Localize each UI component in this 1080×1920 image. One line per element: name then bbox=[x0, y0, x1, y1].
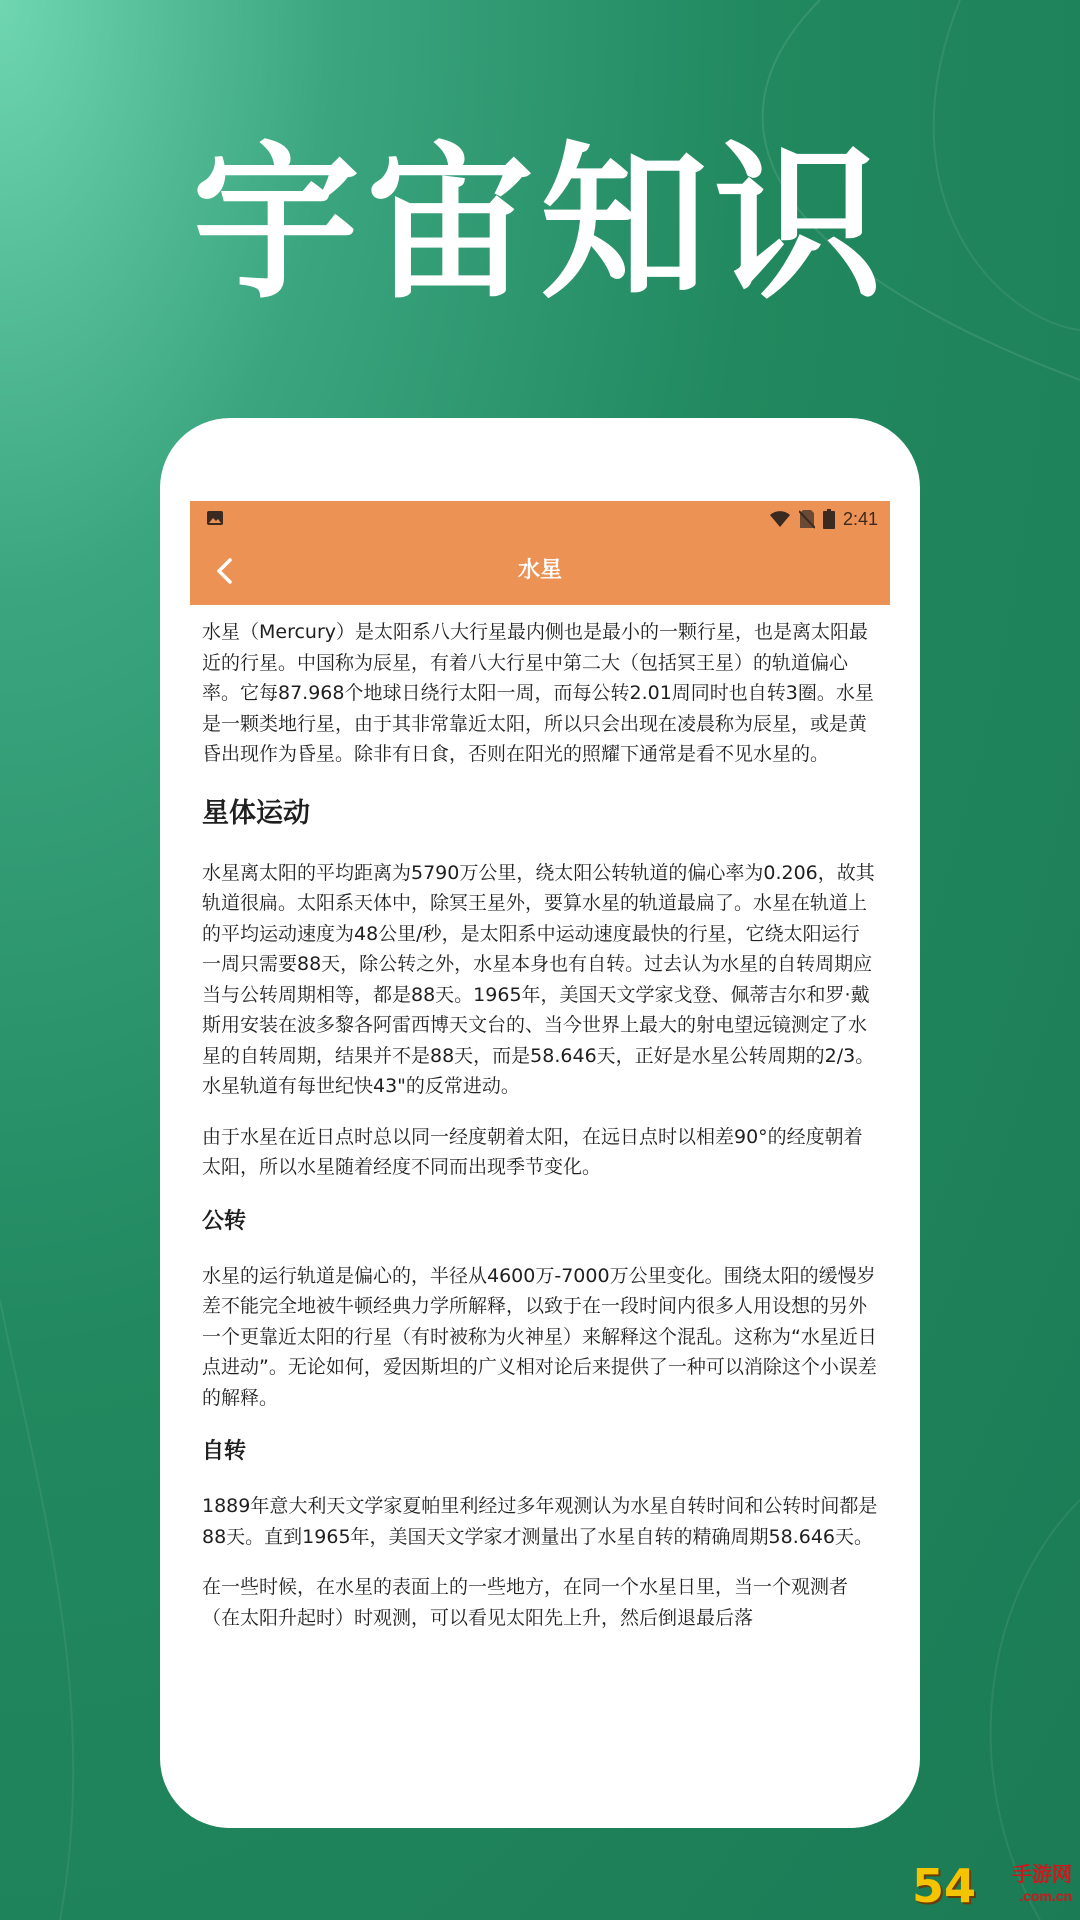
intro-paragraph: 水星（Mercury）是太阳系八大行星最内侧也是最小的一颗行星，也是离太阳最近的行星。中国称为辰星，有着八大行星中第二大（包括冥王星）的轨道偏心率。它每87.968个地球日绕行太阳一周，而每公转2.01周同时也自转3圈。水星是一颗类地行星，由于其非常靠近太阳，所以只会出现在凌晨称为辰星，或是黄昏出现作为昏星。除非有日食，否则在阳光的照耀下通常是看不见水星的。 bbox=[202, 621, 874, 765]
watermark-text: 手游网 bbox=[1012, 1862, 1072, 1886]
phone-screen bbox=[190, 501, 890, 1828]
app-bar bbox=[190, 537, 890, 605]
no-sim-icon bbox=[799, 509, 815, 529]
revolution-paragraph: 水星的运行轨道是偏心的，半径从4600万-7000万公里变化。围绕太阳的缓慢岁差不能完全地被牛顿经典力学所解释，以致于在一段时间内很多人用设想的另外一个更靠近太阳的行星（有时被称为火神星）来解释这个混乱。这称为“水星近日点进动”。无论如何，爱因斯坦的广义相对论后来提供了一种可以消除这个小误差的解释。 bbox=[202, 1264, 877, 1409]
image-icon bbox=[206, 510, 224, 526]
status-time: 2:41 bbox=[842, 508, 878, 529]
motion-paragraph-2: 由于水星在近日点时总以同一经度朝着太阳，在远日点时以相差90°的经度朝着太阳，所以水星随着经度不同而出现季节变化。 bbox=[202, 1125, 863, 1178]
section-heading-revolution: 公转 bbox=[202, 1208, 247, 1234]
section-heading-rotation: 自转 bbox=[202, 1439, 247, 1464]
watermark-site: .com.cn bbox=[1019, 1888, 1072, 1904]
motion-paragraph-1: 水星离太阳的平均距离为5790万公里，绕太阳公转轨道的偏心率为0.206，故其轨道很扁。太阳系天体中，除冥王星外，要算水星的轨道最扁了。水星在轨道上的平均运动速度为48公里/秒，是太阳系中运动速度最快的行星，它绕太阳运行一周只需要88天，除公转之外，水星本身也有自转。过去认为水星的自转周期应当与公转周期相等，都是88天。1965年，美国天文学家戈登、佩蒂吉尔和罗·戴斯用安装在波多黎各阿雷西博天文台的、当今世界上最大的射电望远镜测定了水星的自转周期，结果并不是88天，而是58.646天，正好是水星公转周期的2/3。水星轨道有每世纪快43"的反常进动。 bbox=[202, 861, 875, 1097]
site-watermark-logo bbox=[912, 1858, 1072, 1914]
battery-icon bbox=[823, 509, 835, 529]
hero-title: 宇宙知识 bbox=[192, 126, 888, 322]
phone-card bbox=[160, 418, 920, 1828]
rotation-paragraph-1: 1889年意大利天文学家夏帕里利经过多年观测认为水星自转时间和公转时间都是88天。直到1965年，美国天文学家才测量出了水星自转的精确周期58.646天。 bbox=[202, 1495, 878, 1548]
wifi-icon bbox=[769, 510, 791, 528]
section-heading-motion: 星体运动 bbox=[202, 797, 310, 829]
status-bar bbox=[190, 501, 890, 537]
watermark-number: 54 bbox=[912, 1859, 977, 1913]
article-content[interactable] bbox=[190, 605, 890, 1633]
rotation-paragraph-2: 在一些时候，在水星的表面上的一些地方，在同一个水星日里，当一个观测者（在太阳升起时）时观测，可以看见太阳先上升，然后倒退最后落 bbox=[202, 1576, 849, 1629]
page-title: 水星 bbox=[517, 558, 562, 583]
